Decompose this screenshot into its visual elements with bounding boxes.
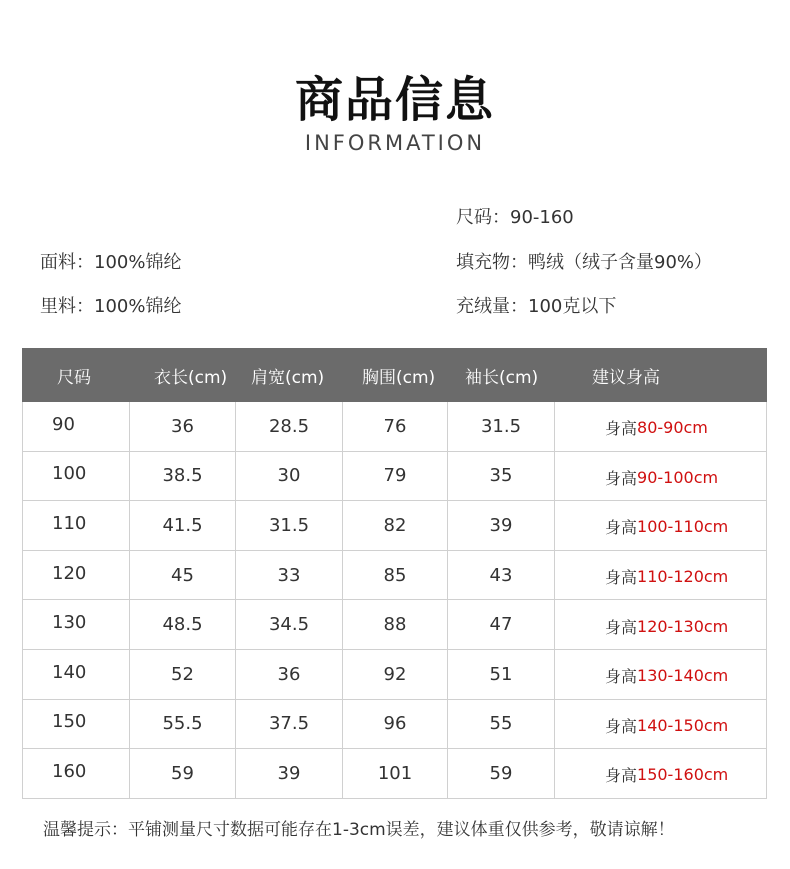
cell-height-prefix: 身高 bbox=[605, 667, 638, 687]
cell-length: 36 bbox=[129, 402, 235, 451]
table-row bbox=[22, 600, 767, 650]
cell-height-range: 140-150cm bbox=[637, 715, 729, 735]
header-height: 建议身高 bbox=[592, 367, 660, 388]
info-filling-label: 填充物： bbox=[456, 252, 528, 273]
cell-length: 48.5 bbox=[129, 600, 235, 649]
cell-height-prefix: 身高 bbox=[605, 716, 638, 736]
table-row bbox=[22, 749, 767, 799]
cell-shoulder: 31.5 bbox=[235, 501, 342, 550]
cell-height bbox=[554, 452, 767, 501]
info-shell-value: 100%锦纶 bbox=[94, 252, 182, 273]
cell-length: 55.5 bbox=[129, 700, 235, 749]
cell-sleeve: 43 bbox=[447, 551, 554, 600]
cell-height bbox=[554, 700, 767, 749]
table-row bbox=[22, 551, 767, 601]
cell-shoulder: 28.5 bbox=[235, 402, 342, 451]
cell-height bbox=[554, 650, 767, 699]
cell-chest: 92 bbox=[342, 650, 447, 699]
cell-length: 41.5 bbox=[129, 501, 235, 550]
info-shell-label: 面料： bbox=[40, 252, 94, 273]
cell-length: 45 bbox=[129, 551, 235, 600]
cell-height bbox=[554, 402, 767, 451]
cell-shoulder: 30 bbox=[235, 452, 342, 501]
cell-height-range: 110-120cm bbox=[637, 567, 729, 587]
table-row bbox=[22, 700, 767, 750]
table-row bbox=[22, 650, 767, 700]
cell-size: 150 bbox=[22, 700, 129, 749]
cell-sleeve: 39 bbox=[447, 501, 554, 550]
info-fill-amount-value: 100克以下 bbox=[528, 296, 617, 317]
cell-size: 120 bbox=[22, 551, 129, 600]
cell-size: 140 bbox=[22, 650, 129, 699]
info-lining-label: 里料： bbox=[40, 296, 94, 317]
page-title: 商品信息 bbox=[294, 72, 495, 128]
cell-height-prefix: 身高 bbox=[605, 419, 638, 439]
footer-tip: 温馨提示：平铺测量尺寸数据可能存在1-3cm误差，建议体重仅供参考，敬请谅解！ bbox=[43, 820, 675, 840]
page-subtitle: INFORMATION bbox=[304, 131, 486, 155]
cell-chest: 82 bbox=[342, 501, 447, 550]
cell-height bbox=[554, 551, 767, 600]
cell-sleeve: 35 bbox=[447, 452, 554, 501]
info-fill-amount bbox=[456, 295, 616, 319]
header-chest: 胸围(cm) bbox=[362, 367, 436, 388]
info-lining-value: 100%锦纶 bbox=[94, 296, 182, 317]
cell-height-range: 120-130cm bbox=[637, 616, 729, 636]
cell-height-range: 150-160cm bbox=[637, 765, 729, 785]
cell-height-prefix: 身高 bbox=[605, 518, 638, 538]
cell-size: 160 bbox=[22, 749, 129, 798]
cell-size: 130 bbox=[22, 600, 129, 649]
cell-height-range: 80-90cm bbox=[637, 418, 708, 438]
cell-chest: 85 bbox=[342, 551, 447, 600]
table-row bbox=[22, 501, 767, 551]
cell-sleeve: 31.5 bbox=[447, 402, 554, 451]
table-row bbox=[22, 452, 767, 502]
cell-size: 110 bbox=[22, 501, 129, 550]
cell-chest: 79 bbox=[342, 452, 447, 501]
info-size bbox=[456, 206, 574, 230]
cell-height-prefix: 身高 bbox=[605, 766, 638, 786]
info-shell bbox=[40, 251, 181, 275]
cell-length: 38.5 bbox=[129, 452, 235, 501]
cell-chest: 76 bbox=[342, 402, 447, 451]
cell-height-range: 100-110cm bbox=[637, 517, 729, 537]
info-filling bbox=[456, 251, 712, 275]
cell-height-range: 130-140cm bbox=[637, 666, 729, 686]
info-size-value: 90-160 bbox=[510, 207, 574, 228]
header-shoulder: 肩宽(cm) bbox=[251, 367, 325, 388]
cell-length: 52 bbox=[129, 650, 235, 699]
cell-shoulder: 33 bbox=[235, 551, 342, 600]
cell-size: 100 bbox=[22, 452, 129, 501]
cell-height-range: 90-100cm bbox=[637, 467, 719, 487]
cell-height bbox=[554, 501, 767, 550]
info-fill-amount-label: 充绒量： bbox=[456, 296, 528, 317]
cell-sleeve: 47 bbox=[447, 600, 554, 649]
cell-height-prefix: 身高 bbox=[605, 568, 638, 588]
size-table bbox=[22, 348, 767, 799]
cell-chest: 96 bbox=[342, 700, 447, 749]
cell-length: 59 bbox=[129, 749, 235, 798]
cell-height-prefix: 身高 bbox=[605, 468, 638, 488]
cell-shoulder: 37.5 bbox=[235, 700, 342, 749]
size-table-header bbox=[22, 348, 767, 402]
header-sleeve: 袖长(cm) bbox=[465, 367, 539, 388]
cell-shoulder: 34.5 bbox=[235, 600, 342, 649]
cell-height bbox=[554, 600, 767, 649]
cell-shoulder: 39 bbox=[235, 749, 342, 798]
cell-chest: 88 bbox=[342, 600, 447, 649]
cell-height bbox=[554, 749, 767, 798]
cell-sleeve: 59 bbox=[447, 749, 554, 798]
info-size-label: 尺码： bbox=[456, 207, 510, 228]
cell-size: 90 bbox=[22, 402, 129, 451]
cell-sleeve: 55 bbox=[447, 700, 554, 749]
table-row bbox=[22, 402, 767, 452]
header-size: 尺码 bbox=[57, 367, 91, 388]
info-filling-value: 鸭绒（绒子含量90%） bbox=[528, 252, 713, 273]
cell-sleeve: 51 bbox=[447, 650, 554, 699]
cell-height-prefix: 身高 bbox=[605, 617, 638, 637]
info-lining bbox=[40, 295, 181, 319]
cell-shoulder: 36 bbox=[235, 650, 342, 699]
header-length: 衣长(cm) bbox=[154, 367, 228, 388]
cell-chest: 101 bbox=[342, 749, 447, 798]
